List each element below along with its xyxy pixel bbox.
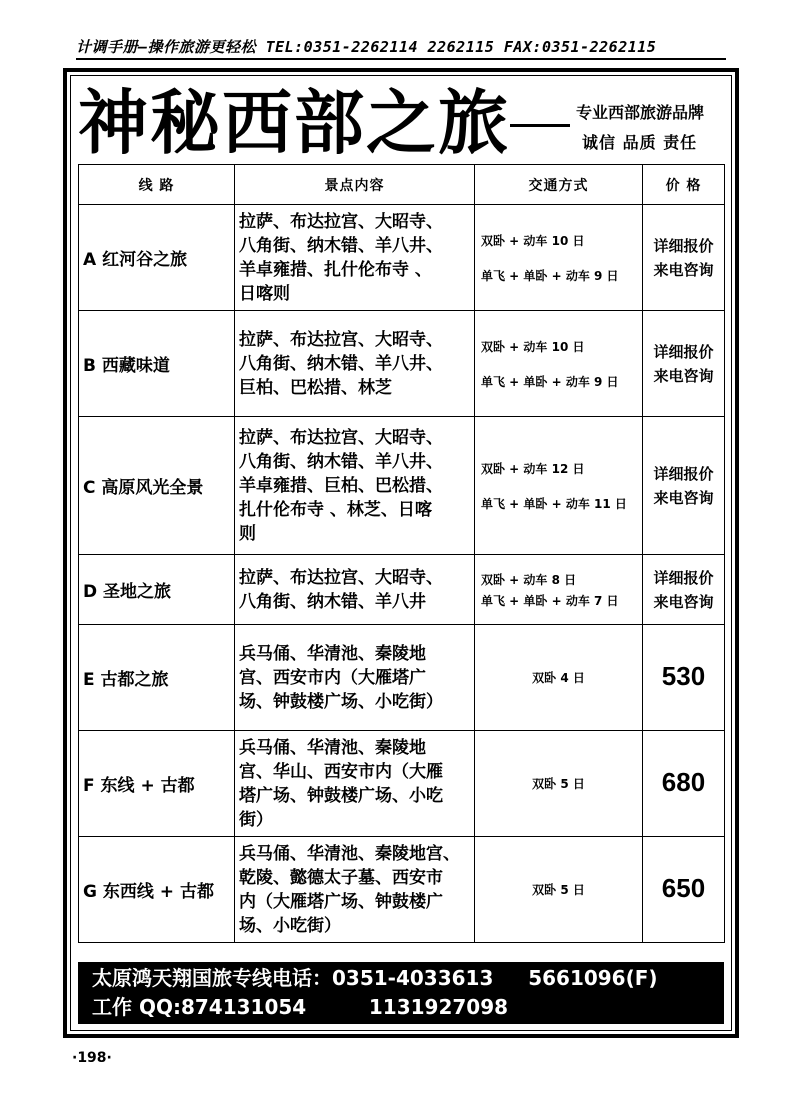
sights-line: 则 bbox=[239, 523, 256, 544]
transport-line: 双卧 + 动车 8 日 bbox=[481, 572, 577, 587]
table-row bbox=[79, 731, 725, 837]
route-price bbox=[643, 731, 725, 837]
transport-line: 单飞 + 单卧 + 动车 9 日 bbox=[481, 268, 619, 283]
sights-line: 拉萨、布达拉宫、大昭寺、 bbox=[239, 329, 443, 350]
sights-line: 宫、西安市内（大雁塔广 bbox=[239, 667, 426, 688]
route-sights bbox=[235, 205, 475, 311]
sights-line: 场、钟鼓楼广场、小吃街） bbox=[239, 691, 443, 712]
price-line: 来电咨询 bbox=[653, 488, 714, 507]
sights-line: 内（大雁塔广场、钟鼓楼广 bbox=[239, 891, 443, 912]
sights-line: 兵马俑、华清池、秦陵地 bbox=[239, 643, 426, 664]
sights-line: 乾陵、懿德太子墓、西安市 bbox=[239, 867, 443, 888]
price-line: 详细报价 bbox=[653, 342, 714, 361]
transport-line: 双卧 5 日 bbox=[532, 883, 585, 897]
sights-line: 扎什伦布寺 、林芝、日喀 bbox=[239, 499, 432, 520]
slogan-values: 诚信 品质 责任 bbox=[582, 133, 698, 152]
price-value: 650 bbox=[661, 872, 706, 903]
route-sights bbox=[235, 555, 475, 625]
page-header: 计调手册—操作旅游更轻松 TEL:0351-2262114 2262115 FAX:0351-2262115 bbox=[76, 38, 657, 56]
price-value: 680 bbox=[661, 766, 706, 797]
table-row bbox=[79, 625, 725, 731]
route-transport bbox=[475, 205, 643, 311]
route-transport bbox=[475, 555, 643, 625]
transport-line: 单飞 + 单卧 + 动车 9 日 bbox=[481, 374, 619, 389]
table-row bbox=[79, 311, 725, 417]
header-sights: 景点内容 bbox=[235, 165, 475, 205]
transport-line: 双卧 5 日 bbox=[532, 777, 585, 791]
table-header-row bbox=[79, 165, 725, 205]
contact-phone: 太原鸿天翔国旅专线电话：0351-4033613 5661096(F) bbox=[92, 966, 658, 990]
route-price bbox=[643, 311, 725, 417]
table-row bbox=[79, 205, 725, 311]
sights-line: 兵马俑、华清池、秦陵地宫、 bbox=[239, 843, 460, 864]
sights-line: 羊卓雍措、巨柏、巴松措、 bbox=[239, 475, 443, 496]
transport-line: 双卧 + 动车 10 日 bbox=[481, 339, 585, 354]
table-row bbox=[79, 417, 725, 555]
route-sights bbox=[235, 837, 475, 943]
sights-line: 拉萨、布达拉宫、大昭寺、 bbox=[239, 567, 443, 588]
slogan-brand: 专业西部旅游品牌 bbox=[576, 103, 705, 122]
price-line: 详细报价 bbox=[653, 236, 714, 255]
routes-table bbox=[78, 164, 725, 943]
route-price bbox=[643, 625, 725, 731]
route-name: D 圣地之旅 bbox=[79, 555, 235, 625]
header-price: 价 格 bbox=[643, 165, 725, 205]
sights-line: 日喀则 bbox=[239, 283, 290, 304]
route-price bbox=[643, 417, 725, 555]
route-sights bbox=[235, 311, 475, 417]
route-transport bbox=[475, 837, 643, 943]
transport-line: 双卧 4 日 bbox=[532, 671, 585, 685]
route-price bbox=[643, 837, 725, 943]
sights-line: 场、小吃街） bbox=[239, 915, 341, 936]
route-price bbox=[643, 555, 725, 625]
route-sights bbox=[235, 417, 475, 555]
sights-line: 羊卓雍措、扎什伦布寺 、 bbox=[239, 259, 432, 280]
sights-line: 塔广场、钟鼓楼广场、小吃 bbox=[239, 785, 443, 806]
route-name: B 西藏味道 bbox=[79, 311, 235, 417]
transport-line: 单飞 + 单卧 + 动车 7 日 bbox=[481, 593, 619, 608]
contact-footer bbox=[78, 962, 724, 1024]
table-row bbox=[79, 555, 725, 625]
sights-line: 拉萨、布达拉宫、大昭寺、 bbox=[239, 211, 443, 232]
price-line: 详细报价 bbox=[653, 568, 714, 587]
route-name: C 高原风光全景 bbox=[79, 417, 235, 555]
price-line: 来电咨询 bbox=[653, 366, 714, 385]
route-sights bbox=[235, 731, 475, 837]
transport-line: 双卧 + 动车 10 日 bbox=[481, 233, 585, 248]
header-route: 线 路 bbox=[79, 165, 235, 205]
route-transport bbox=[475, 625, 643, 731]
route-transport bbox=[475, 731, 643, 837]
title-dash bbox=[510, 124, 570, 127]
sights-line: 宫、华山、西安市内（大雁 bbox=[239, 761, 443, 782]
page-number: ·198· bbox=[72, 1050, 112, 1066]
sights-line: 八角街、纳木错、羊八井 bbox=[239, 591, 426, 612]
sights-line: 八角街、纳木错、羊八井、 bbox=[239, 451, 443, 472]
route-name: F 东线 + 古都 bbox=[79, 731, 235, 837]
route-name: A 红河谷之旅 bbox=[79, 205, 235, 311]
sights-line: 八角街、纳木错、羊八井、 bbox=[239, 353, 443, 374]
transport-line: 双卧 + 动车 12 日 bbox=[481, 461, 585, 476]
price-line: 来电咨询 bbox=[653, 260, 714, 279]
contact-qq: 工作 QQ:874131054 1131927098 bbox=[92, 995, 509, 1019]
route-transport bbox=[475, 311, 643, 417]
route-transport bbox=[475, 417, 643, 555]
price-line: 来电咨询 bbox=[653, 592, 714, 611]
sights-line: 街） bbox=[239, 809, 273, 830]
table-row bbox=[79, 837, 725, 943]
sights-line: 巨柏、巴松措、林芝 bbox=[239, 377, 392, 398]
price-value: 530 bbox=[661, 660, 706, 691]
header-rule bbox=[76, 58, 726, 60]
header-transport: 交通方式 bbox=[475, 165, 643, 205]
sights-line: 兵马俑、华清池、秦陵地 bbox=[239, 737, 426, 758]
route-price bbox=[643, 205, 725, 311]
sights-line: 拉萨、布达拉宫、大昭寺、 bbox=[239, 427, 443, 448]
route-name: E 古都之旅 bbox=[79, 625, 235, 731]
sights-line: 八角街、纳木错、羊八井、 bbox=[239, 235, 443, 256]
route-name: G 东西线 + 古都 bbox=[79, 837, 235, 943]
price-line: 详细报价 bbox=[653, 464, 714, 483]
transport-line: 单飞 + 单卧 + 动车 11 日 bbox=[481, 496, 627, 511]
page-title: 神秘西部之旅 bbox=[78, 81, 510, 164]
route-sights bbox=[235, 625, 475, 731]
